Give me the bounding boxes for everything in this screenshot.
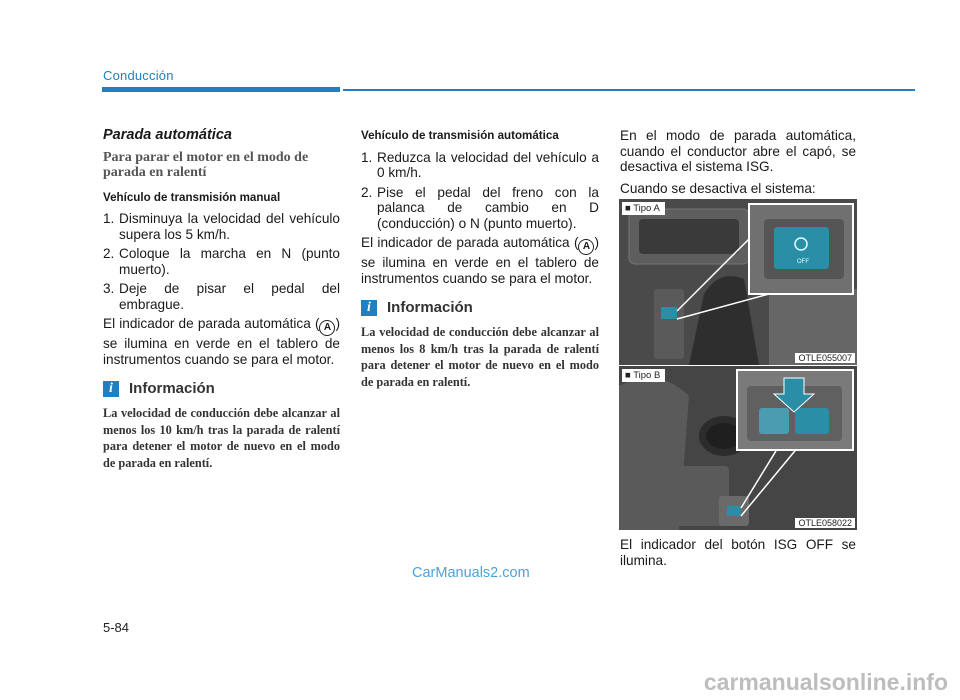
info-heading	[103, 381, 340, 397]
watermark-link[interactable]: CarManuals2.com	[412, 565, 530, 581]
manual-transmission-heading: Vehículo de transmisión manual	[103, 190, 281, 204]
info-heading	[361, 300, 599, 316]
info-icon: i	[361, 300, 377, 316]
figure-a-label: ■ Tipo A	[622, 202, 665, 215]
isg-off-paragraph: El indicador del botón ISG OFF se ilumina.	[620, 537, 856, 568]
console-photo-b	[619, 366, 857, 530]
section-title: Parada automática	[103, 127, 232, 143]
indicator-paragraph: El indicador de parada automática ( A ) se ilumina en verde en el tablero de instrumentos cuando se para el motor.	[103, 316, 340, 367]
header-bar-thin	[343, 89, 915, 91]
info-icon: i	[103, 381, 119, 397]
hood-paragraph: En el modo de parada automática, cuando el conductor abre el capó, se desactiva el sistema ISG.	[620, 128, 856, 174]
automatic-steps-list	[361, 150, 599, 232]
list-item: 1. Disminuya la velocidad del vehículo supera los 5 km/h.	[103, 211, 340, 242]
info-text: La velocidad de conducción debe alcanzar al menos los 8 km/h tras la parada de ralentí para detener el motor de nuevo en el modo de parada en ralentí.	[361, 325, 599, 389]
list-item: 1. Reduzca la velocidad del vehículo a 0 km/h.	[361, 149, 599, 180]
svg-text:OFF: OFF	[797, 259, 809, 265]
info-title: Información	[129, 380, 215, 398]
figure-a-code: OTLE055007	[795, 353, 855, 363]
console-photo-a	[619, 199, 857, 365]
header-bar-thick	[102, 87, 340, 92]
list-item: 2. Coloque la marcha en N (punto muerto).	[103, 246, 340, 277]
right-column	[620, 128, 856, 202]
info-title: Información	[387, 299, 473, 317]
footer-site-watermark: carmanualsonline.info	[703, 669, 948, 695]
right-column-bottom	[620, 537, 856, 574]
manual-steps-list	[103, 211, 340, 312]
figure-type-a	[619, 199, 857, 365]
list-item: 2. Pise el pedal del freno con la palanca de cambio en D (conducción) o N (punto muerto).	[361, 184, 599, 231]
auto-stop-indicator-icon: A	[319, 320, 335, 336]
list-item: 3. Deje de pisar el pedal del embrague.	[103, 281, 340, 312]
system-disabled-paragraph: Cuando se desactiva el sistema:	[620, 180, 816, 196]
info-text: La velocidad de conducción debe alcanzar al menos los 10 km/h tras la parada de ralentí para detener el motor de nuevo en el modo de parada en ralentí.	[103, 406, 340, 470]
figure-b-code: OTLE058022	[795, 518, 855, 528]
figure-b-label: ■ Tipo B	[622, 369, 665, 382]
left-column	[103, 128, 340, 471]
page-number: 5-84	[103, 620, 130, 635]
header-section-title: Conducción	[103, 68, 174, 83]
auto-stop-indicator-icon: A	[578, 239, 594, 255]
middle-column	[361, 128, 599, 390]
figure-type-b	[619, 366, 857, 530]
indicator-paragraph: El indicador de parada automática ( A ) se ilumina en verde en el tablero de instrumentos cuando se para el motor.	[361, 235, 599, 286]
automatic-transmission-heading: Vehículo de transmisión automática	[361, 129, 559, 142]
section-subtitle: Para parar el motor en el modo de parada en ralentí	[103, 149, 309, 180]
